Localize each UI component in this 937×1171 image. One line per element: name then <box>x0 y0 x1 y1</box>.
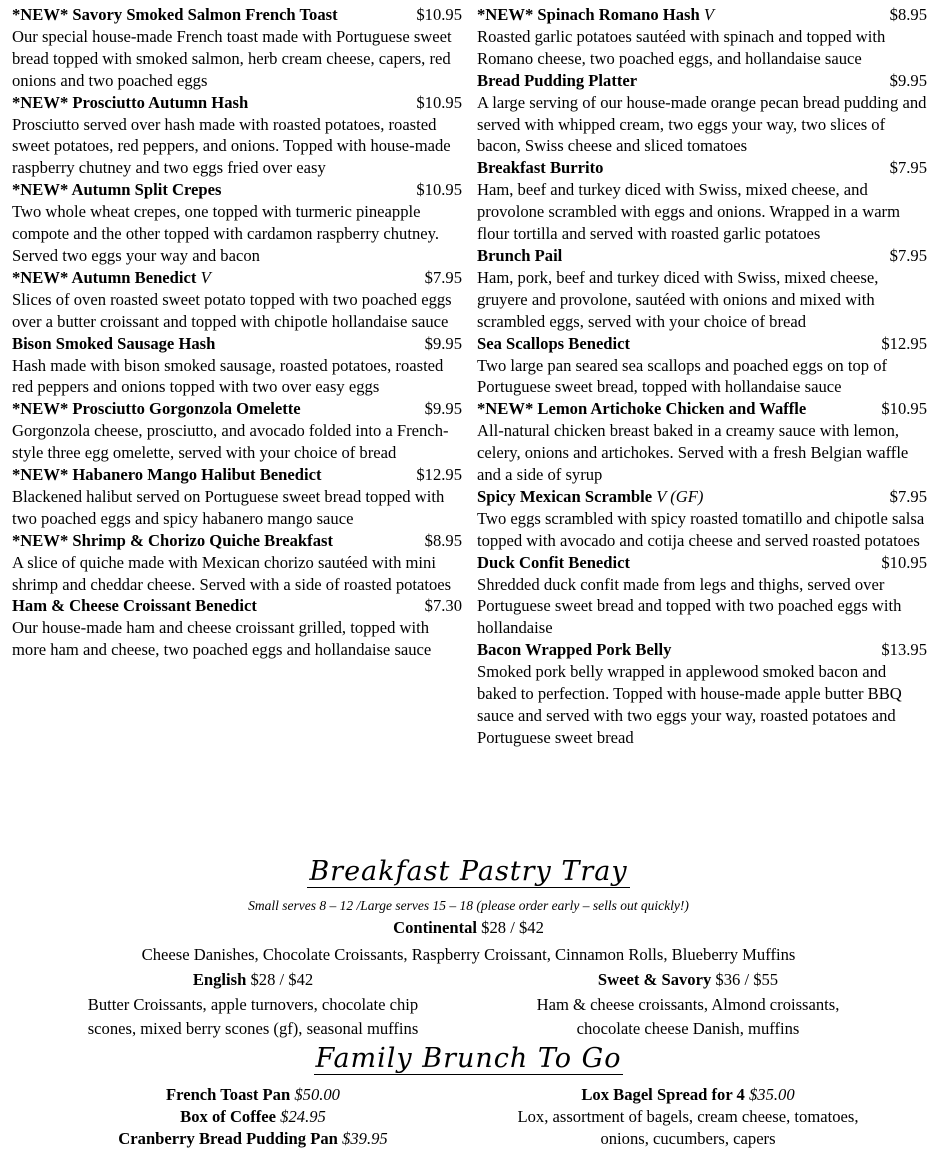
menu-item-name: *NEW* Shrimp & Chorizo Quiche Breakfast <box>12 530 333 550</box>
menu-item-heading <box>12 398 462 420</box>
menu-item-name: *NEW* Savory Smoked Salmon French Toast <box>12 5 338 24</box>
menu-column-right <box>477 4 927 749</box>
menu-item <box>477 552 927 640</box>
menu-item-heading <box>12 595 462 617</box>
menu-item-heading <box>12 92 462 114</box>
menu-item-title <box>12 179 221 201</box>
menu-item-price: $9.95 <box>424 333 462 353</box>
menu-item-description: Two eggs scrambled with spicy roasted tomatillo and chipotle salsa topped with avocado and cotija cheese and served roasted potatoes <box>477 508 925 550</box>
menu-item-description: All-natural chicken breast baked in a creamy sauce with lemon, celery, onions and artichokes. Served with a fresh Belgian waffle and a side of syrup <box>477 421 909 485</box>
lox-items-line1: Lox, assortment of bagels, cream cheese, tomatoes, <box>517 1107 859 1126</box>
menu-item <box>12 179 462 267</box>
menu-item-title <box>12 92 248 114</box>
menu-item-price: $10.95 <box>881 399 927 419</box>
menu-item-title <box>12 595 257 617</box>
menu-item-heading <box>12 464 462 486</box>
continental-heading: Continental $28 / $42 <box>393 918 544 937</box>
menu-item-title <box>477 4 714 26</box>
menu-item-description: A large serving of our house-made orange pecan bread pudding and served with whipped cream, two eggs your way, two slices of bacon, Swiss cheese and sliced tomatoes <box>477 92 927 156</box>
menu-item <box>477 157 927 245</box>
menu-item-price: $12.95 <box>416 465 462 485</box>
menu-item-description: Hash made with bison smoked sausage, roasted potatoes, roasted red peppers and onions topped with two over easy eggs <box>12 355 444 397</box>
menu-item-title <box>12 4 338 26</box>
menu-column-left <box>12 4 462 661</box>
menu-item-title <box>477 552 630 574</box>
menu-item <box>477 333 927 399</box>
family-left-list <box>43 1084 463 1150</box>
menu-item-title <box>12 464 321 486</box>
menu-item <box>12 92 462 180</box>
menu-item-price: $10.95 <box>416 92 462 112</box>
menu-item-description: Two large pan seared sea scallops and poached eggs on top of Portuguese sweet bread, topped with hollandaise sauce <box>477 355 888 397</box>
menu-item-description: Prosciutto served over hash made with roasted potatoes, roasted sweet potatoes, red peppers, and onions. Topped with house-made raspberry chutney and two eggs fried over easy <box>12 114 451 178</box>
menu-item-price: $7.95 <box>889 486 927 506</box>
menu-item-heading <box>12 4 462 26</box>
menu-item-title <box>477 333 630 355</box>
menu-item <box>477 245 927 333</box>
menu-item <box>12 398 462 464</box>
family-item-name: Box of Coffee <box>180 1107 277 1126</box>
menu-item-heading <box>477 70 927 92</box>
english-tray <box>43 968 463 1042</box>
menu-item-name: Duck Confit Benedict <box>477 552 631 572</box>
lox-items-line2: onions, cucumbers, capers <box>600 1129 776 1148</box>
menu-item-name: Ham & Cheese Croissant Benedict <box>12 596 257 616</box>
menu-item-price: $8.95 <box>889 5 927 24</box>
sweet-savory-tray <box>478 968 898 1042</box>
menu-item-title <box>477 245 562 267</box>
menu-item-title <box>12 398 301 420</box>
menu-item-description: Ham, pork, beef and turkey diced with Swiss, mixed cheese, gruyere and provolone, sautéed with onions and mixed with scrambled eggs, served with your choice of bread <box>477 267 879 331</box>
dietary-tag: V <box>703 5 714 24</box>
menu-item-title <box>477 398 806 420</box>
menu-item-name: Spicy Mexican Scramble <box>477 486 653 506</box>
menu-item-name: Breakfast Burrito <box>477 158 604 178</box>
menu-item-description: Our house-made ham and cheese croissant grilled, topped with more ham and cheese, two poached eggs and hollandaise sauce <box>12 618 432 660</box>
menu-item-description: Our special house-made French toast made with Portuguese sweet bread topped with smoked salmon, herb cream cheese, capers, red onions and two poached eggs <box>12 26 452 90</box>
menu-item-name: *NEW* Prosciutto Gorgonzola Omelette <box>12 399 301 419</box>
menu-item-name: *NEW* Autumn Split Crepes <box>12 180 222 200</box>
menu-item-description: Blackened halibut served on Portuguese sweet bread topped with two poached eggs and spicy habanero mango sauce <box>12 486 445 528</box>
menu-item-name: *NEW* Lemon Artichoke Chicken and Waffle <box>477 399 807 419</box>
menu-item <box>12 267 462 333</box>
menu-item-price: $7.95 <box>424 267 462 287</box>
family-item <box>43 1106 463 1128</box>
menu-item-price: $10.95 <box>416 5 462 24</box>
menu-item-price: $9.95 <box>424 399 462 419</box>
menu-item <box>477 486 927 552</box>
lox-bagel-spread <box>478 1084 898 1150</box>
menu-item-price: $7.95 <box>889 245 927 265</box>
menu-item <box>12 464 462 530</box>
menu-item-heading <box>477 4 927 26</box>
menu-item-name: Bacon Wrapped Pork Belly <box>477 640 672 660</box>
menu-item-heading <box>12 333 462 355</box>
menu-item-name: Brunch Pail <box>477 245 563 265</box>
menu-item-description: Smoked pork belly wrapped in applewood smoked bacon and baked to perfection. Topped with house-made apple butter BBQ sauce and served with two eggs your way, roasted potatoes and Portuguese sweet bread <box>477 662 902 747</box>
menu-item-price: $10.95 <box>416 180 462 200</box>
menu-item-title <box>12 530 333 552</box>
menu-item-title <box>477 486 703 508</box>
menu-item-title <box>477 70 637 92</box>
menu-item-heading <box>12 530 462 552</box>
family-item-price: $24.95 <box>280 1107 326 1126</box>
family-item <box>43 1084 463 1106</box>
menu-item-description: Roasted garlic potatoes sautéed with spinach and topped with Romano cheese, two poached eggs, and hollandaise sauce <box>477 26 886 68</box>
sweet-savory-items-line1: Ham & cheese croissants, Almond croissants, <box>536 994 840 1014</box>
menu-item-price: $8.95 <box>424 530 462 550</box>
pastry-section-title: Breakfast Pastry Tray <box>309 856 628 887</box>
english-items-line2: scones, mixed berry scones (gf), seasonal muffins <box>87 1019 419 1038</box>
menu-item-price: $7.95 <box>889 158 927 178</box>
menu-item-heading <box>477 333 927 355</box>
dietary-tag: V <box>200 267 211 287</box>
menu-item-name: Bread Pudding Platter <box>477 70 638 90</box>
menu-item-title <box>12 333 215 355</box>
dietary-tag: V (GF) <box>656 486 704 506</box>
menu-item-price: $10.95 <box>881 552 927 572</box>
sweet-savory-heading: Sweet & Savory $36 / $55 <box>597 970 779 989</box>
menu-item-description: Gorgonzola cheese, prosciutto, and avocado folded into a French-style three egg omelette, served with your choice of bread <box>12 421 449 463</box>
pastry-serving-note: Small serves 8 – 12 /Large serves 15 – 18 (please order early – sells out quickly!) <box>248 898 689 913</box>
menu-item <box>12 530 462 596</box>
menu-item-name: *NEW* Autumn Benedict <box>12 267 197 287</box>
menu-item-price: $9.95 <box>889 70 927 90</box>
menu-item-heading <box>477 486 927 508</box>
menu-item-description: A slice of quiche made with Mexican chorizo sautéed with mini shrimp and cheddar cheese. Served with a side of roasted potatoes <box>12 552 452 594</box>
family-item-price: $39.95 <box>342 1129 388 1148</box>
menu-item-price: $7.30 <box>424 596 462 616</box>
menu-item-name: Bison Smoked Sausage Hash <box>12 333 216 353</box>
menu-item <box>12 4 462 92</box>
english-heading: English $28 / $42 <box>192 970 314 989</box>
menu-item <box>12 595 462 661</box>
menu-item-price: $13.95 <box>881 640 927 660</box>
menu-item-heading <box>477 157 927 179</box>
menu-item-heading <box>477 639 927 661</box>
family-item-name: French Toast Pan <box>166 1085 291 1104</box>
menu-item-name: *NEW* Habanero Mango Halibut Benedict <box>12 465 322 485</box>
menu-item-name: *NEW* Spinach Romano Hash <box>477 5 700 24</box>
menu-item-heading <box>477 245 927 267</box>
continental-items: Cheese Danishes, Chocolate Croissants, Raspberry Croissant, Cinnamon Rolls, Blueberry Muffins <box>141 945 796 964</box>
menu-item-title <box>477 157 603 179</box>
sweet-savory-items-line2: chocolate cheese Danish, muffins <box>576 1019 800 1038</box>
family-item-price: $50.00 <box>294 1085 340 1104</box>
menu-item-description: Ham, beef and turkey diced with Swiss, mixed cheese, and provolone scrambled with eggs and onions. Wrapped in a warm flour tortilla and served with roasted garlic potatoes <box>477 180 900 244</box>
family-item-name: Cranberry Bread Pudding Pan <box>118 1129 338 1148</box>
lox-heading: Lox Bagel Spread for 4 $35.00 <box>581 1085 795 1104</box>
menu-item-description: Shredded duck confit made from legs and thighs, served over Portuguese sweet bread and topped with two poached eggs with hollandaise <box>477 574 902 638</box>
family-item <box>43 1128 463 1150</box>
menu-item-heading <box>12 179 462 201</box>
menu-item-price: $12.95 <box>881 333 927 353</box>
english-items-line1: Butter Croissants, apple turnovers, chocolate chip <box>87 994 419 1014</box>
family-section-title: Family Brunch To Go <box>315 1043 622 1074</box>
menu-item-name: *NEW* Prosciutto Autumn Hash <box>12 92 249 112</box>
menu-item-description: Two whole wheat crepes, one topped with turmeric pineapple compote and the other topped with cardamon raspberry chutney. Served two eggs your way and bacon <box>12 202 439 265</box>
menu-item <box>12 333 462 399</box>
menu-item-heading <box>477 398 927 420</box>
menu-item <box>477 398 927 486</box>
menu-item <box>477 70 927 158</box>
menu-item <box>477 639 927 749</box>
menu-item-title <box>477 639 671 661</box>
menu-item <box>477 4 927 70</box>
menu-item-heading <box>477 552 927 574</box>
menu-item-description: Slices of oven roasted sweet potato topped with two poached eggs over a butter croissant and topped with chipotle hollandaise sauce <box>12 289 452 331</box>
menu-item-name: Sea Scallops Benedict <box>477 333 631 353</box>
menu-item-title <box>12 267 211 289</box>
menu-item-heading <box>12 267 462 289</box>
